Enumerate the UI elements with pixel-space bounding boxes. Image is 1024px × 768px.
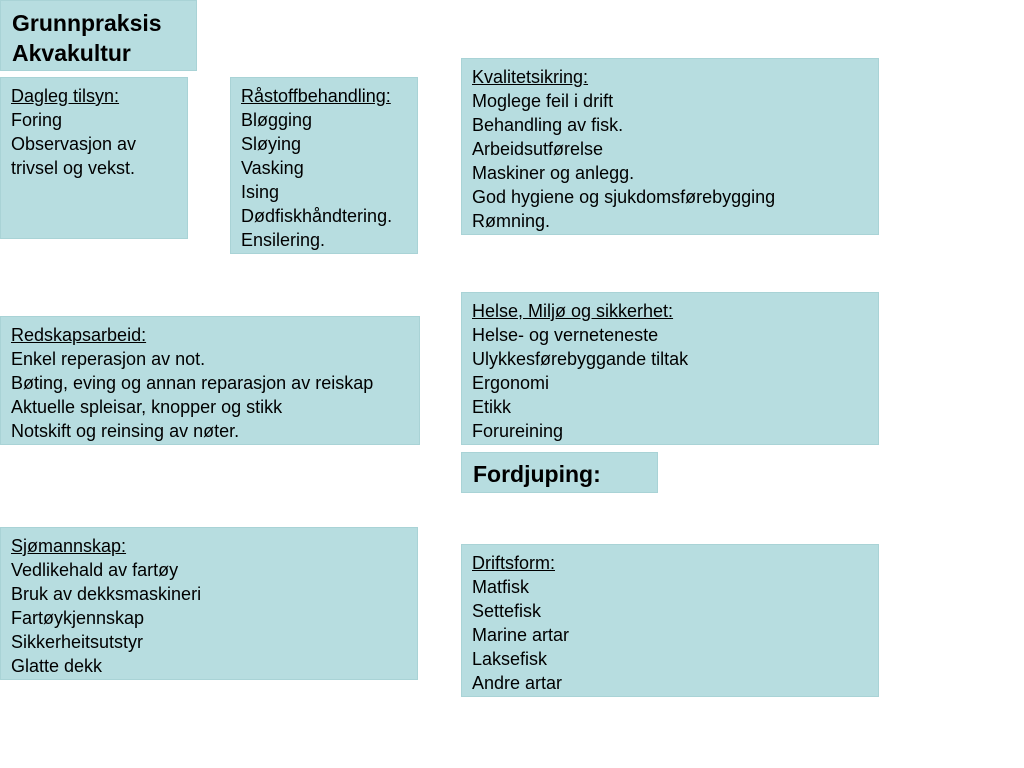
list-item: Ulykkesførebyggande tiltak [472, 349, 689, 369]
list-item: Sløying [241, 134, 302, 154]
list-item: God hygiene og sjukdomsførebygging [472, 187, 776, 207]
raastoffbehandling-heading: Råstoffbehandling: [241, 86, 391, 106]
list-item: Ergonomi [472, 373, 550, 393]
list-item: Enkel reperasjon av not. [11, 349, 206, 369]
list-item: Bruk av dekksmaskineri [11, 584, 202, 604]
list-item: Arbeidsutførelse [472, 139, 604, 159]
list-item: Foring [11, 110, 63, 130]
list-item: Observasjon av trivsel og vekst. [11, 134, 137, 178]
list-item: Glatte dekk [11, 656, 103, 676]
list-item: Rømning. [472, 211, 551, 231]
list-item: Maskiner og anlegg. [472, 163, 635, 183]
redskapsarbeid-heading: Redskapsarbeid: [11, 325, 147, 345]
dagleg-tilsyn-heading: Dagleg tilsyn: [11, 86, 120, 106]
helse-miljo-sikkerhet-heading: Helse, Miljø og sikkerhet: [472, 301, 674, 321]
list-item: Bløgging [241, 110, 313, 130]
list-item: Ising [241, 182, 280, 202]
list-item: Forureining [472, 421, 564, 441]
fordjuping-heading: Fordjuping: [473, 461, 601, 487]
fordjuping-box [461, 452, 658, 493]
raastoffbehandling-box [230, 77, 418, 254]
title-line-2: Akvakultur [12, 40, 131, 66]
list-item: Bøting, eving og annan reparasjon av reiskap [11, 373, 374, 393]
kvalitetsikring-heading: Kvalitetsikring: [472, 67, 589, 87]
kvalitetsikring-box [461, 58, 879, 235]
list-item: Laksefisk [472, 649, 548, 669]
sjomannskap-box [0, 527, 418, 680]
list-item: Ensilering. [241, 230, 326, 250]
sjomannskap-heading: Sjømannskap: [11, 536, 127, 556]
driftsform-box [461, 544, 879, 697]
list-item: Etikk [472, 397, 512, 417]
title-box [0, 0, 197, 71]
list-item: Moglege feil i drift [472, 91, 614, 111]
list-item: Vedlikehald av fartøy [11, 560, 179, 580]
list-item: Sikkerheitsutstyr [11, 632, 144, 652]
list-item: Marine artar [472, 625, 570, 645]
list-item: Vasking [241, 158, 304, 178]
list-item: Settefisk [472, 601, 542, 621]
list-item: Helse- og verneteneste [472, 325, 659, 345]
list-item: Andre artar [472, 673, 563, 693]
list-item: Dødfiskhåndtering. [241, 206, 393, 226]
title-line-1: Grunnpraksis [12, 10, 162, 36]
dagleg-tilsyn-box [0, 77, 188, 239]
list-item: Aktuelle spleisar, knopper og stikk [11, 397, 283, 417]
list-item: Matfisk [472, 577, 530, 597]
list-item: Notskift og reinsing av nøter. [11, 421, 240, 441]
list-item: Fartøykjennskap [11, 608, 145, 628]
list-item: Behandling av fisk. [472, 115, 624, 135]
redskapsarbeid-box [0, 316, 420, 445]
helse-miljo-sikkerhet-box [461, 292, 879, 445]
driftsform-heading: Driftsform: [472, 553, 555, 573]
